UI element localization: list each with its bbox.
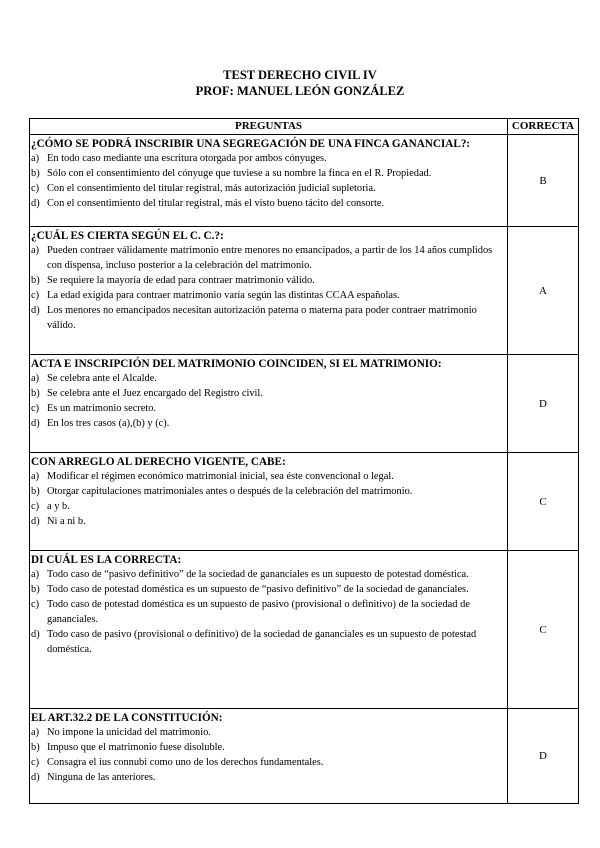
- correct-answer: D: [508, 709, 579, 804]
- option-item: [31, 151, 504, 166]
- option-text: Sólo con el consentimiento del cónyuge que tuviese a su nombre la finca en el R. Propiedad.: [47, 168, 432, 179]
- option-label: b): [31, 584, 40, 595]
- option-label: d): [31, 198, 40, 209]
- option-text: Ninguna de las anteriores.: [47, 772, 156, 783]
- option-text: Modificar el régimen económico matrimonial inicial, sea éste convencional o legal.: [47, 471, 394, 482]
- question-cell: [30, 709, 508, 804]
- question-cell: [30, 227, 508, 355]
- option-text: La edad exigida para contraer matrimonio varía según las distintas CCAA españolas.: [47, 290, 400, 301]
- option-text: Pueden contraer válidamente matrimonio entre menores no emancipados, a partir de los 14 años cumplidos con dispensa, incluso posterior a la celebración del matrimonio.: [47, 245, 493, 271]
- column-header-answer: CORRECTA: [508, 119, 579, 135]
- option-item: [31, 627, 504, 657]
- question-row: [30, 227, 579, 355]
- table-header-row: [30, 119, 579, 135]
- question-text: ¿CÓMO SE PODRÁ INSCRIBIR UNA SEGREGACIÓN DE UNA FINCA GANANCIAL?:: [31, 138, 471, 150]
- option-label: a): [31, 569, 40, 580]
- option-item: [31, 401, 504, 416]
- option-text: Se celebra ante el Juez encargado del Registro civil.: [47, 388, 263, 399]
- option-text: Todo caso de “pasivo definitivo” de la sociedad de gananciales es un supuesto de potestad doméstica.: [47, 569, 469, 580]
- option-item: [31, 371, 504, 386]
- option-text: Impuso que el matrimonio fuese disoluble.: [47, 742, 225, 753]
- option-item: [31, 514, 504, 529]
- option-label: c): [31, 757, 40, 768]
- correct-answer: B: [508, 135, 579, 227]
- option-item: [31, 288, 504, 303]
- option-text: Con el consentimiento del titular registral, más autorización judicial supletoria.: [47, 183, 376, 194]
- option-item: [31, 243, 504, 273]
- questions-body: [30, 135, 579, 804]
- option-label: a): [31, 727, 40, 738]
- option-label: b): [31, 742, 40, 753]
- option-item: [31, 770, 504, 785]
- option-item: [31, 303, 504, 333]
- option-item: [31, 469, 504, 484]
- option-text: En los tres casos (a),(b) y (c).: [47, 418, 170, 429]
- question-cell: [30, 551, 508, 709]
- question-text: DI CUÁL ES LA CORRECTA:: [31, 554, 182, 566]
- option-text: a y b.: [47, 501, 70, 512]
- question-text: CON ARREGLO AL DERECHO VIGENTE, CABE:: [31, 456, 286, 468]
- option-item: [31, 499, 504, 514]
- option-item: [31, 484, 504, 499]
- option-item: [31, 755, 504, 770]
- option-text: Se requiere la mayoría de edad para contraer matrimonio válido.: [47, 275, 315, 286]
- option-label: b): [31, 275, 40, 286]
- option-text: En todo caso mediante una escritura otorgada por ambos cónyuges.: [47, 153, 327, 164]
- option-label: c): [31, 501, 40, 512]
- option-label: c): [31, 403, 40, 414]
- option-label: b): [31, 168, 40, 179]
- question-row: [30, 135, 579, 227]
- option-item: [31, 181, 504, 196]
- option-label: a): [31, 471, 40, 482]
- option-item: [31, 273, 504, 288]
- question-row: [30, 453, 579, 551]
- option-item: [31, 725, 504, 740]
- correct-answer: A: [508, 227, 579, 355]
- option-text: Es un matrimonio secreto.: [47, 403, 157, 414]
- option-text: Se celebra ante el Alcalde.: [47, 373, 157, 384]
- option-label: b): [31, 388, 40, 399]
- option-item: [31, 582, 504, 597]
- option-text: Otorgar capitulaciones matrimoniales antes o después de la celebración del matrimonio.: [47, 486, 413, 497]
- question-text: EL ART.32.2 DE LA CONSTITUCIÓN:: [31, 712, 223, 724]
- option-item: [31, 740, 504, 755]
- option-item: [31, 416, 504, 431]
- column-header-questions: PREGUNTAS: [30, 119, 508, 135]
- option-item: [31, 567, 504, 582]
- correct-answer: D: [508, 355, 579, 453]
- professor-name: PROF: MANUEL LEÓN GONZÁLEZ: [195, 84, 405, 98]
- option-label: c): [31, 290, 40, 301]
- question-row: [30, 551, 579, 709]
- option-label: d): [31, 516, 40, 527]
- question-cell: [30, 135, 508, 227]
- option-text: Los menores no emancipados necesitan autorización paterna o materna para poder contraer matrimonio válido.: [47, 305, 477, 331]
- option-label: d): [31, 305, 40, 316]
- option-item: [31, 166, 504, 181]
- option-text: Con el consentimiento del titular registral, más el visto bueno tácito del consorte.: [47, 198, 385, 209]
- correct-answer: C: [508, 551, 579, 709]
- option-label: d): [31, 418, 40, 429]
- document-title: TEST DERECHO CIVIL IV: [223, 68, 377, 82]
- option-text: Todo caso de potestad doméstica es un supuesto de pasivo (provisional o definitivo) de la sociedad de gananciales.: [47, 599, 470, 625]
- option-text: Todo caso de potestad doméstica es un supuesto de “pasivo definitivo” de la sociedad de gananciales.: [47, 584, 469, 595]
- option-item: [31, 597, 504, 627]
- option-item: [31, 386, 504, 401]
- question-text: ¿CUÁL ES CIERTA SEGÚN EL C. C.?:: [31, 230, 224, 242]
- question-row: [30, 355, 579, 453]
- option-label: a): [31, 153, 40, 164]
- option-text: No impone la unicidad del matrimonio.: [47, 727, 211, 738]
- option-text: Consagra el ius connubi como uno de los derechos fundamentales.: [47, 757, 324, 768]
- question-text: ACTA E INSCRIPCIÓN DEL MATRIMONIO COINCIDEN, SI EL MATRIMONIO:: [31, 358, 442, 370]
- option-label: d): [31, 772, 40, 783]
- question-row: [30, 709, 579, 804]
- question-cell: [30, 355, 508, 453]
- option-label: a): [31, 245, 40, 256]
- option-text: Ni a ni b.: [47, 516, 86, 527]
- option-label: a): [31, 373, 40, 384]
- question-cell: [30, 453, 508, 551]
- option-text: Todo caso de pasivo (provisional o definitivo) de la sociedad de gananciales es un supuesto de potestad doméstica.: [47, 629, 477, 655]
- option-label: d): [31, 629, 40, 640]
- questions-table: [29, 118, 579, 804]
- option-label: c): [31, 183, 40, 194]
- option-label: b): [31, 486, 40, 497]
- correct-answer: C: [508, 453, 579, 551]
- option-item: [31, 196, 504, 211]
- option-label: c): [31, 599, 40, 610]
